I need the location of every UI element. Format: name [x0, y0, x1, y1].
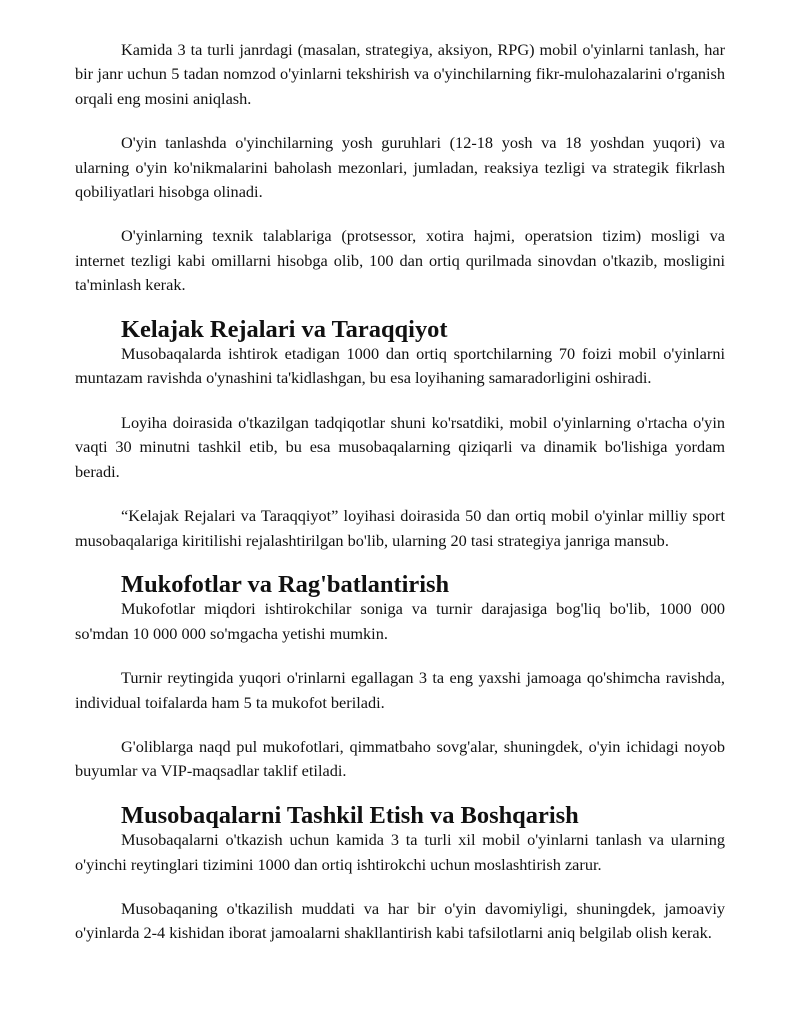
paragraph: O'yin tanlashda o'yinchilarning yosh guruhlari (12-18 yosh va 18 yoshdan yuqori) va ularning o'yin ko'nikmalarini baholash mezonlari, jumladan, reaksiya tezligi va strategik fikrlash qobiliyatlari hisobga olinadi.	[75, 133, 725, 202]
section-heading: Musobaqalarni Tashkil Etish va Boshqarish	[121, 801, 579, 829]
section-heading: Mukofotlar va Rag'batlantirish	[121, 570, 450, 598]
paragraph: “Kelajak Rejalari va Taraqqiyot” loyihasi doirasida 50 dan ortiq mobil o'yinlar milliy sport musobaqalariga kiritilishi rejalashtirilgan bo'lib, ularning 20 tasi strategiya janriga mansub.	[75, 506, 725, 550]
paragraph: Turnir reytingida yuqori o'rinlarni egallagan 3 ta eng yaxshi jamoaga qo'shimcha ravishda, individual toifalarda ham 5 ta mukofot beriladi.	[75, 668, 725, 712]
section-awards	[75, 570, 725, 784]
document-page	[75, 38, 725, 966]
paragraph: Musobaqalarni o'tkazish uchun kamida 3 ta turli xil mobil o'yinlarni tanlash va ularning o'yinchi reytinglari tizimini 1000 dan ortiq ishtirokchi uchun moslashtirish zarur.	[75, 830, 725, 874]
section-heading: Kelajak Rejalari va Taraqqiyot	[121, 315, 448, 343]
paragraph: Loyiha doirasida o'tkazilgan tadqiqotlar shuni ko'rsatdiki, mobil o'yinlarning o'rtacha o'yin vaqti 30 minutni tashkil etib, bu esa musobaqalarning qiziqarli va dinamik bo'lishiga yordam beradi.	[75, 412, 725, 481]
paragraph: Musobaqalarda ishtirok etadigan 1000 dan ortiq sportchilarning 70 foizi mobil o'yinlarni muntazam ravishda o'ynashini ta'kidlashgan, bu esa loyihaning samaradorligini oshiradi.	[75, 344, 725, 388]
paragraph: Mukofotlar miqdori ishtirokchilar soniga va turnir darajasiga bog'liq bo'lib, 1000 000 so'mdan 10 000 000 so'mgacha yetishi mumkin.	[75, 599, 725, 643]
paragraph: Musobaqaning o'tkazilish muddati va har bir o'yin davomiyligi, shuningdek, jamoaviy o'yinlarda 2-4 kishidan iborat jamoalarni shakllantirish kabi tafsilotlarni aniq belgilab olish kerak.	[75, 898, 725, 943]
section-organization	[75, 801, 725, 946]
paragraph: G'oliblarga naqd pul mukofotlari, qimmatbaho sovg'alar, shuningdek, o'yin ichidagi noyob buyumlar va VIP-maqsadlar taklif etiladi.	[75, 736, 725, 781]
paragraph: O'yinlarning texnik talablariga (protsessor, xotira hajmi, operatsion tizim) mosligi va internet tezligi kabi omillarni hisobga olib, 100 dan ortiq qurilmada sinovdan o'tkazib, mosligini ta'minlash kerak.	[75, 226, 725, 295]
section-future-plans	[75, 315, 725, 553]
paragraph: Kamida 3 ta turli janrdagi (masalan, strategiya, aksiyon, RPG) mobil o'yinlarni tanlash, har bir janr uchun 5 tadan nomzod o'yinlarni tekshirish va o'yinchilarning fikr-mulohazalarini o'rganish orqali eng mosini aniqlash.	[75, 40, 725, 108]
